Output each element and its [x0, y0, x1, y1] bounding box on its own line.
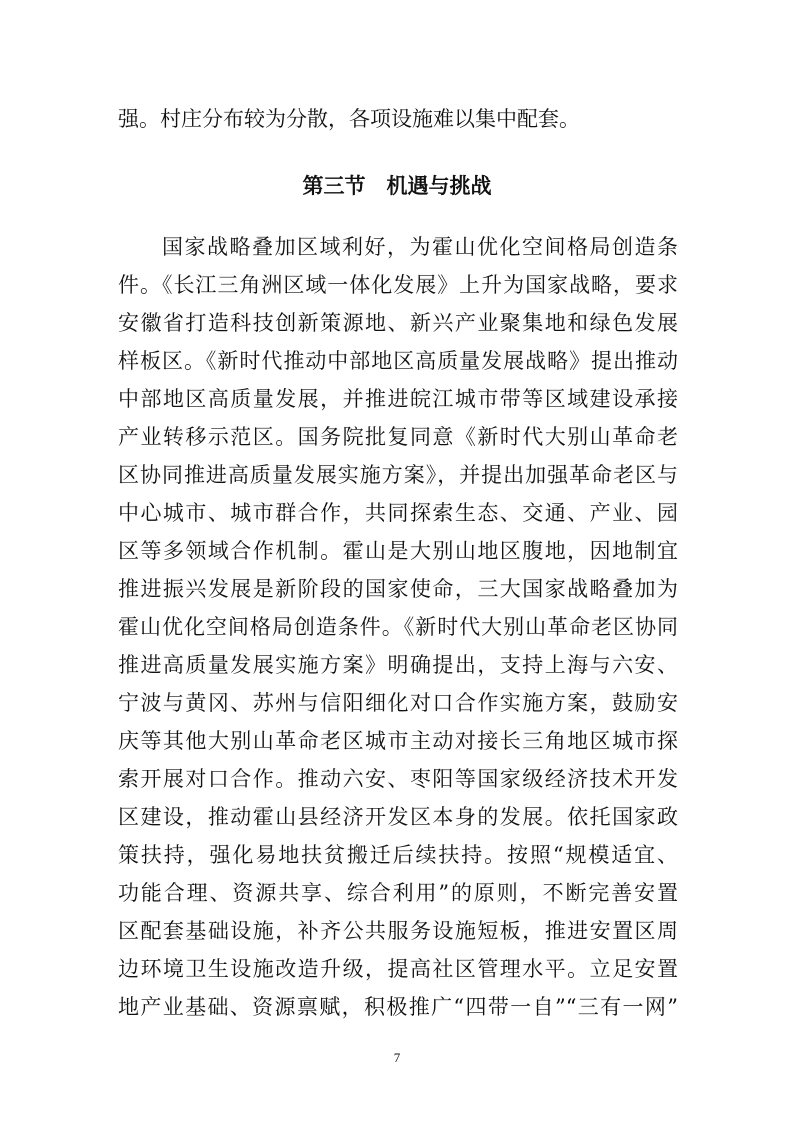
paragraph-line: 推进振兴发展是新阶段的国家使命，三大国家战略叠加为 [118, 577, 678, 601]
paragraph-line: 庆等其他大别山革命老区城市主动对接长三角地区城市探 [118, 729, 678, 753]
paragraph-line: 推进高质量发展实施方案》明确提出，支持上海与六安、 [118, 653, 678, 677]
paragraph-line: 中心城市、城市群合作，共同探索生态、交通、产业、园 [118, 501, 678, 525]
paragraph-line: 边环境卫生设施改造升级，提高社区管理水平。立足安置 [118, 957, 678, 981]
paragraph-line: 索开展对口合作。推动六安、枣阳等国家级经济技术开发 [118, 767, 678, 791]
paragraph-line: 区配套基础设施，补齐公共服务设施短板，推进安置区周 [118, 919, 678, 943]
paragraph-line: 霍山优化空间格局创造条件。《新时代大别山革命老区协同 [118, 615, 678, 639]
previous-paragraph-ending: 强。村庄分布较为分散，各项设施难以集中配套。 [118, 107, 580, 131]
paragraph-line: 区协同推进高质量发展实施方案》，并提出加强革命老区与 [118, 463, 678, 487]
paragraph-line: 区建设，推动霍山县经济开发区本身的发展。依托国家政 [118, 805, 678, 829]
paragraph-line: 安徽省打造科技创新策源地、新兴产业聚集地和绿色发展 [118, 311, 678, 335]
section-heading: 第三节 机遇与挑战 [302, 174, 492, 198]
paragraph-line: 产业转移示范区。国务院批复同意《新时代大别山革命老 [118, 425, 678, 449]
paragraph-line: 宁波与黄冈、苏州与信阳细化对口合作实施方案，鼓励安 [118, 691, 678, 715]
paragraph-line: 中部地区高质量发展，并推进皖江城市带等区域建设承接 [118, 387, 678, 411]
paragraph-line: 策扶持，强化易地扶贫搬迁后续扶持。按照“规模适宜、 [118, 843, 678, 867]
paragraph-line: 件。《长江三角洲区域一体化发展》上升为国家战略，要求 [118, 273, 678, 297]
paragraph-line: 地产业基础、资源禀赋，积极推广“四带一自”“三有一网” [118, 995, 678, 1019]
paragraph-line: 样板区。《新时代推动中部地区高质量发展战略》提出推动 [118, 349, 678, 373]
paragraph-line: 功能合理、资源共享、综合利用”的原则，不断完善安置 [118, 881, 678, 905]
page-number: 7 [393, 1050, 401, 1065]
paragraph-line: 区等多领域合作机制。霍山是大别山地区腹地，因地制宜 [118, 539, 678, 563]
paragraph-line: 国家战略叠加区域利好，为霍山优化空间格局创造条 [162, 235, 678, 259]
